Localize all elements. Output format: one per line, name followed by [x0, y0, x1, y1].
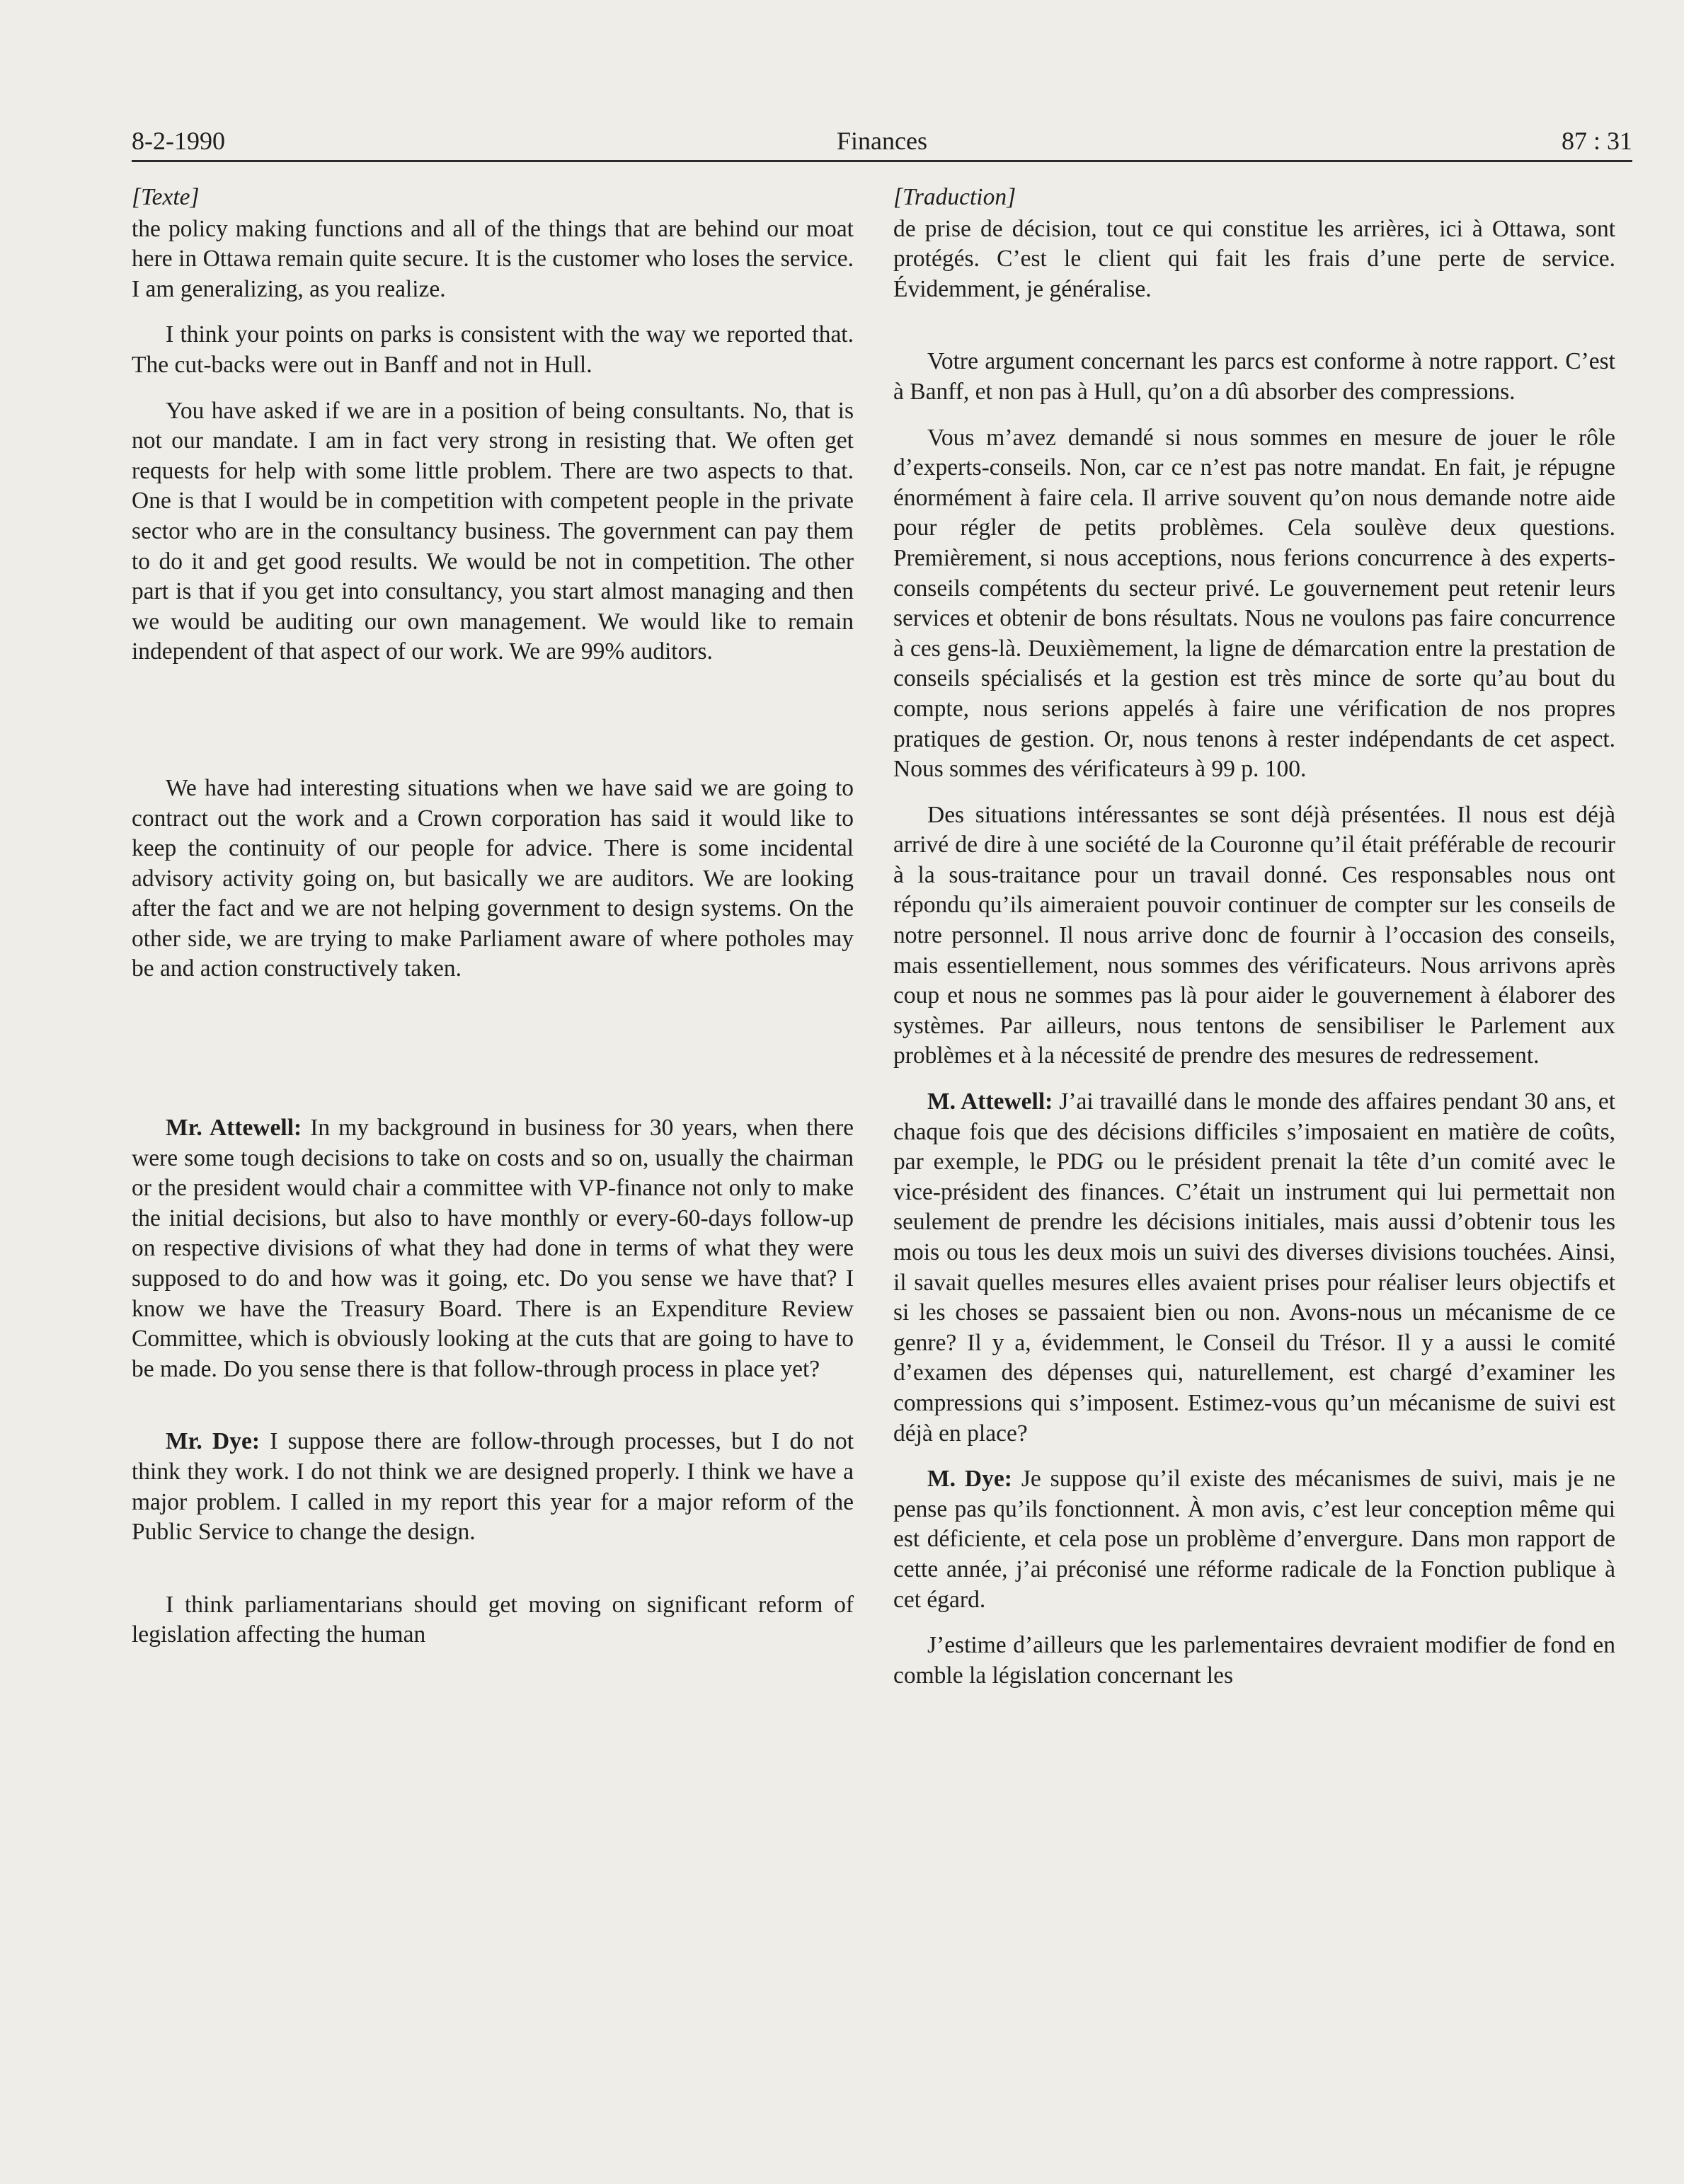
spacer [132, 381, 854, 396]
english-column [132, 183, 854, 1650]
paragraph: I think your points on parks is consistent with the way we reported that. The cut-backs were out in Banff and not in Hull. [132, 321, 854, 378]
spacer [132, 667, 854, 774]
spacer [132, 1548, 854, 1590]
paragraph: I think parliamentarians should get moving on significant reform of legislation affecting the human [132, 1591, 854, 1648]
speaker-name: Mr. Attewell: [166, 1115, 302, 1142]
speech-text: In my background in business for 30 years, when there were some tough decisions to take on costs and so on, usually the chairman or the president would chair a committee with VP-finance not only to make the initial decisions, but also to have monthly or every-60-days follow-up on respective divisions of what they had done in terms of what they were supposed to do and how was it going, etc. Do you sense we have that? I know we have the Treasury Board. There is an Expenditure Review Committee, which is obviously looking at the cuts that are going to have to be made. Do you sense there is that follow-through process in place yet? [132, 1115, 854, 1382]
spacer [893, 1449, 1615, 1464]
speech-text: J’ai travaillé dans le monde des affaires pendant 30 ans, et chaque fois que des décisions difficiles s’imposaient en matière de coûts, par exemple, le PDG ou le président prenait la tête d’un comité avec le vice-président des finances. C’était un instrument qui lui permettait non seulement de prendre les décisions initiales, mais aussi d’obtenir tous les mois ou tous les deux mois un suivi des diverses divisions touchées. Ainsi, il savait quelles mesures elles avaient prises pour réaliser leurs objectifs et si les choses se passaient bien ou non. Avons-nous un mécanisme de ce genre? Il y a, évidemment, le Conseil du Trésor. Il y a aussi le comité d’examen des dépenses qui, naturellement, est chargé d’examiner les compressions qui s’imposent. Estimez-vous qu’un mécanisme de suivi est déjà en place? [893, 1088, 1616, 1447]
spacer [132, 984, 854, 1113]
spacer [893, 408, 1615, 423]
paragraph: de prise de décision, tout ce qui constitue les arrières, ici à Ottawa, sont protégés. C’est le client qui fait les frais d’une perte de service. Évidemment, je généralise. [893, 215, 1615, 302]
column-tag-texte: [Texte] [132, 184, 200, 210]
french-column [893, 183, 1615, 1691]
column-tag-traduction: [Traduction] [893, 184, 1016, 210]
spacer [893, 785, 1615, 800]
paragraph: Votre argument concernant les parcs est conforme à notre rapport. C’est à Banff, et non pas à Hull, qu’on a dû absorber des compressions. [893, 348, 1615, 405]
paragraph: Des situations intéressantes se sont déjà présentées. Il nous est déjà arrivé de dire à une société de la Couronne qu’il était préférable de recourir à la sous-traitance pour un travail donné. Ces responsables nous ont répondu qu’ils aimeraient pouvoir continuer de compter sur les conseils de notre personnel. Il nous arrive donc de fournir à l’occasion des conseils, mais essentiellement, nous sommes des vérificateurs. Nous arrivons après coup et nous ne sommes pas là pour aider le gouvernement à élaborer des systèmes. Par ailleurs, nous tentons de sensibiliser le Parlement aux problèmes et à la nécessité de prendre des mesures de redressement. [893, 801, 1615, 1069]
paragraph: You have asked if we are in a position of being consultants. No, that is not our mandate. I am in fact very strong in resisting that. We often get requests for help with some little problem. There are two aspects to that. One is that I would be in competition with competent people in the private sector who are in the consultancy business. The government can pay them to do it and get good results. We would be not in competition. The other part is that if you get into consultancy, you start almost managing and then we would be auditing our own management. We would like to remain independent of that aspect of our work. We are 99% auditors. [132, 397, 854, 665]
paragraph: We have had interesting situations when we have said we are going to contract out the work and a Crown corporation has said it would like to keep the continuity of our people for advice. There is some incidental advisory activity going on, but basically we are auditors. We are looking after the fact and we are not helping government to design systems. On the other side, we are trying to make Parliament aware of where potholes may be and action constructively taken. [132, 774, 854, 982]
spacer [893, 1071, 1615, 1087]
spacer [893, 1615, 1615, 1631]
header-title: Finances [837, 127, 927, 155]
header-rule [132, 160, 1632, 162]
paragraph: Vous m’avez demandé si nous sommes en mesure de jouer le rôle d’experts-conseils. Non, car ce n’est pas notre mandat. En fait, je répugne énormément à faire cela. Il arrive souvent qu’on nous demande notre aide pour régler de petits problèmes. Cela soulève deux questions. Premièrement, si nous acceptions, nous ferions concurrence à des experts-conseils compétents du secteur privé. Le gouvernement peut retenir leurs services et obtenir de bons résultats. Nous ne voulons pas faire concurrence à ces gens-là. Deuxièmement, la ligne de démarcation entre la prestation de conseils spécialisés et la gestion est très mince de sorte qu’au bout du compte, nous serions appelés à faire une vérification de nos propres pratiques de gestion. Or, nous tenons à rester indépendants de cet aspect. Nous sommes des vérificateurs à 99 p. 100. [893, 424, 1615, 783]
speech-text: I suppose there are follow-through processes, but I do not think they work. I do not think we are designed properly. I think we have a major problem. I called in my report this year for a major reform of the Public Service to change the design. [132, 1428, 854, 1546]
speaker-name: M. Attewell: [927, 1088, 1053, 1115]
speech-text: Je suppose qu’il existe des mécanismes de suivi, mais je ne pense pas qu’ils fonctionnent. À mon avis, c’est leur conception même qui est déficiente, et cela pose un problème d’envergure. Dans mon rapport de cette année, j’ai préconisé une réforme radicale de la Fonction publique à cet égard. [893, 1466, 1616, 1613]
speaker-paragraph-attewell [132, 1113, 854, 1384]
header-date: 8-2-1990 [132, 127, 225, 155]
paragraph: J’estime d’ailleurs que les parlementaires devraient modifier de fond en comble la législation concernant les [893, 1632, 1615, 1689]
spacer [132, 304, 854, 320]
spacer [132, 1384, 854, 1427]
speaker-paragraph-attewell [893, 1087, 1615, 1449]
speaker-name: M. Dye: [927, 1466, 1012, 1493]
speaker-paragraph-dye [893, 1464, 1615, 1615]
spacer [893, 304, 1615, 347]
speaker-paragraph-dye [132, 1427, 854, 1547]
paragraph: the policy making functions and all of the things that are behind our moat here in Ottawa remain quite secure. It is the customer who loses the service. I am generalizing, as you realize. [132, 215, 854, 302]
speaker-name: Mr. Dye: [166, 1428, 260, 1455]
header-page-number: 87 : 31 [1561, 127, 1632, 155]
page-header [132, 126, 1632, 161]
